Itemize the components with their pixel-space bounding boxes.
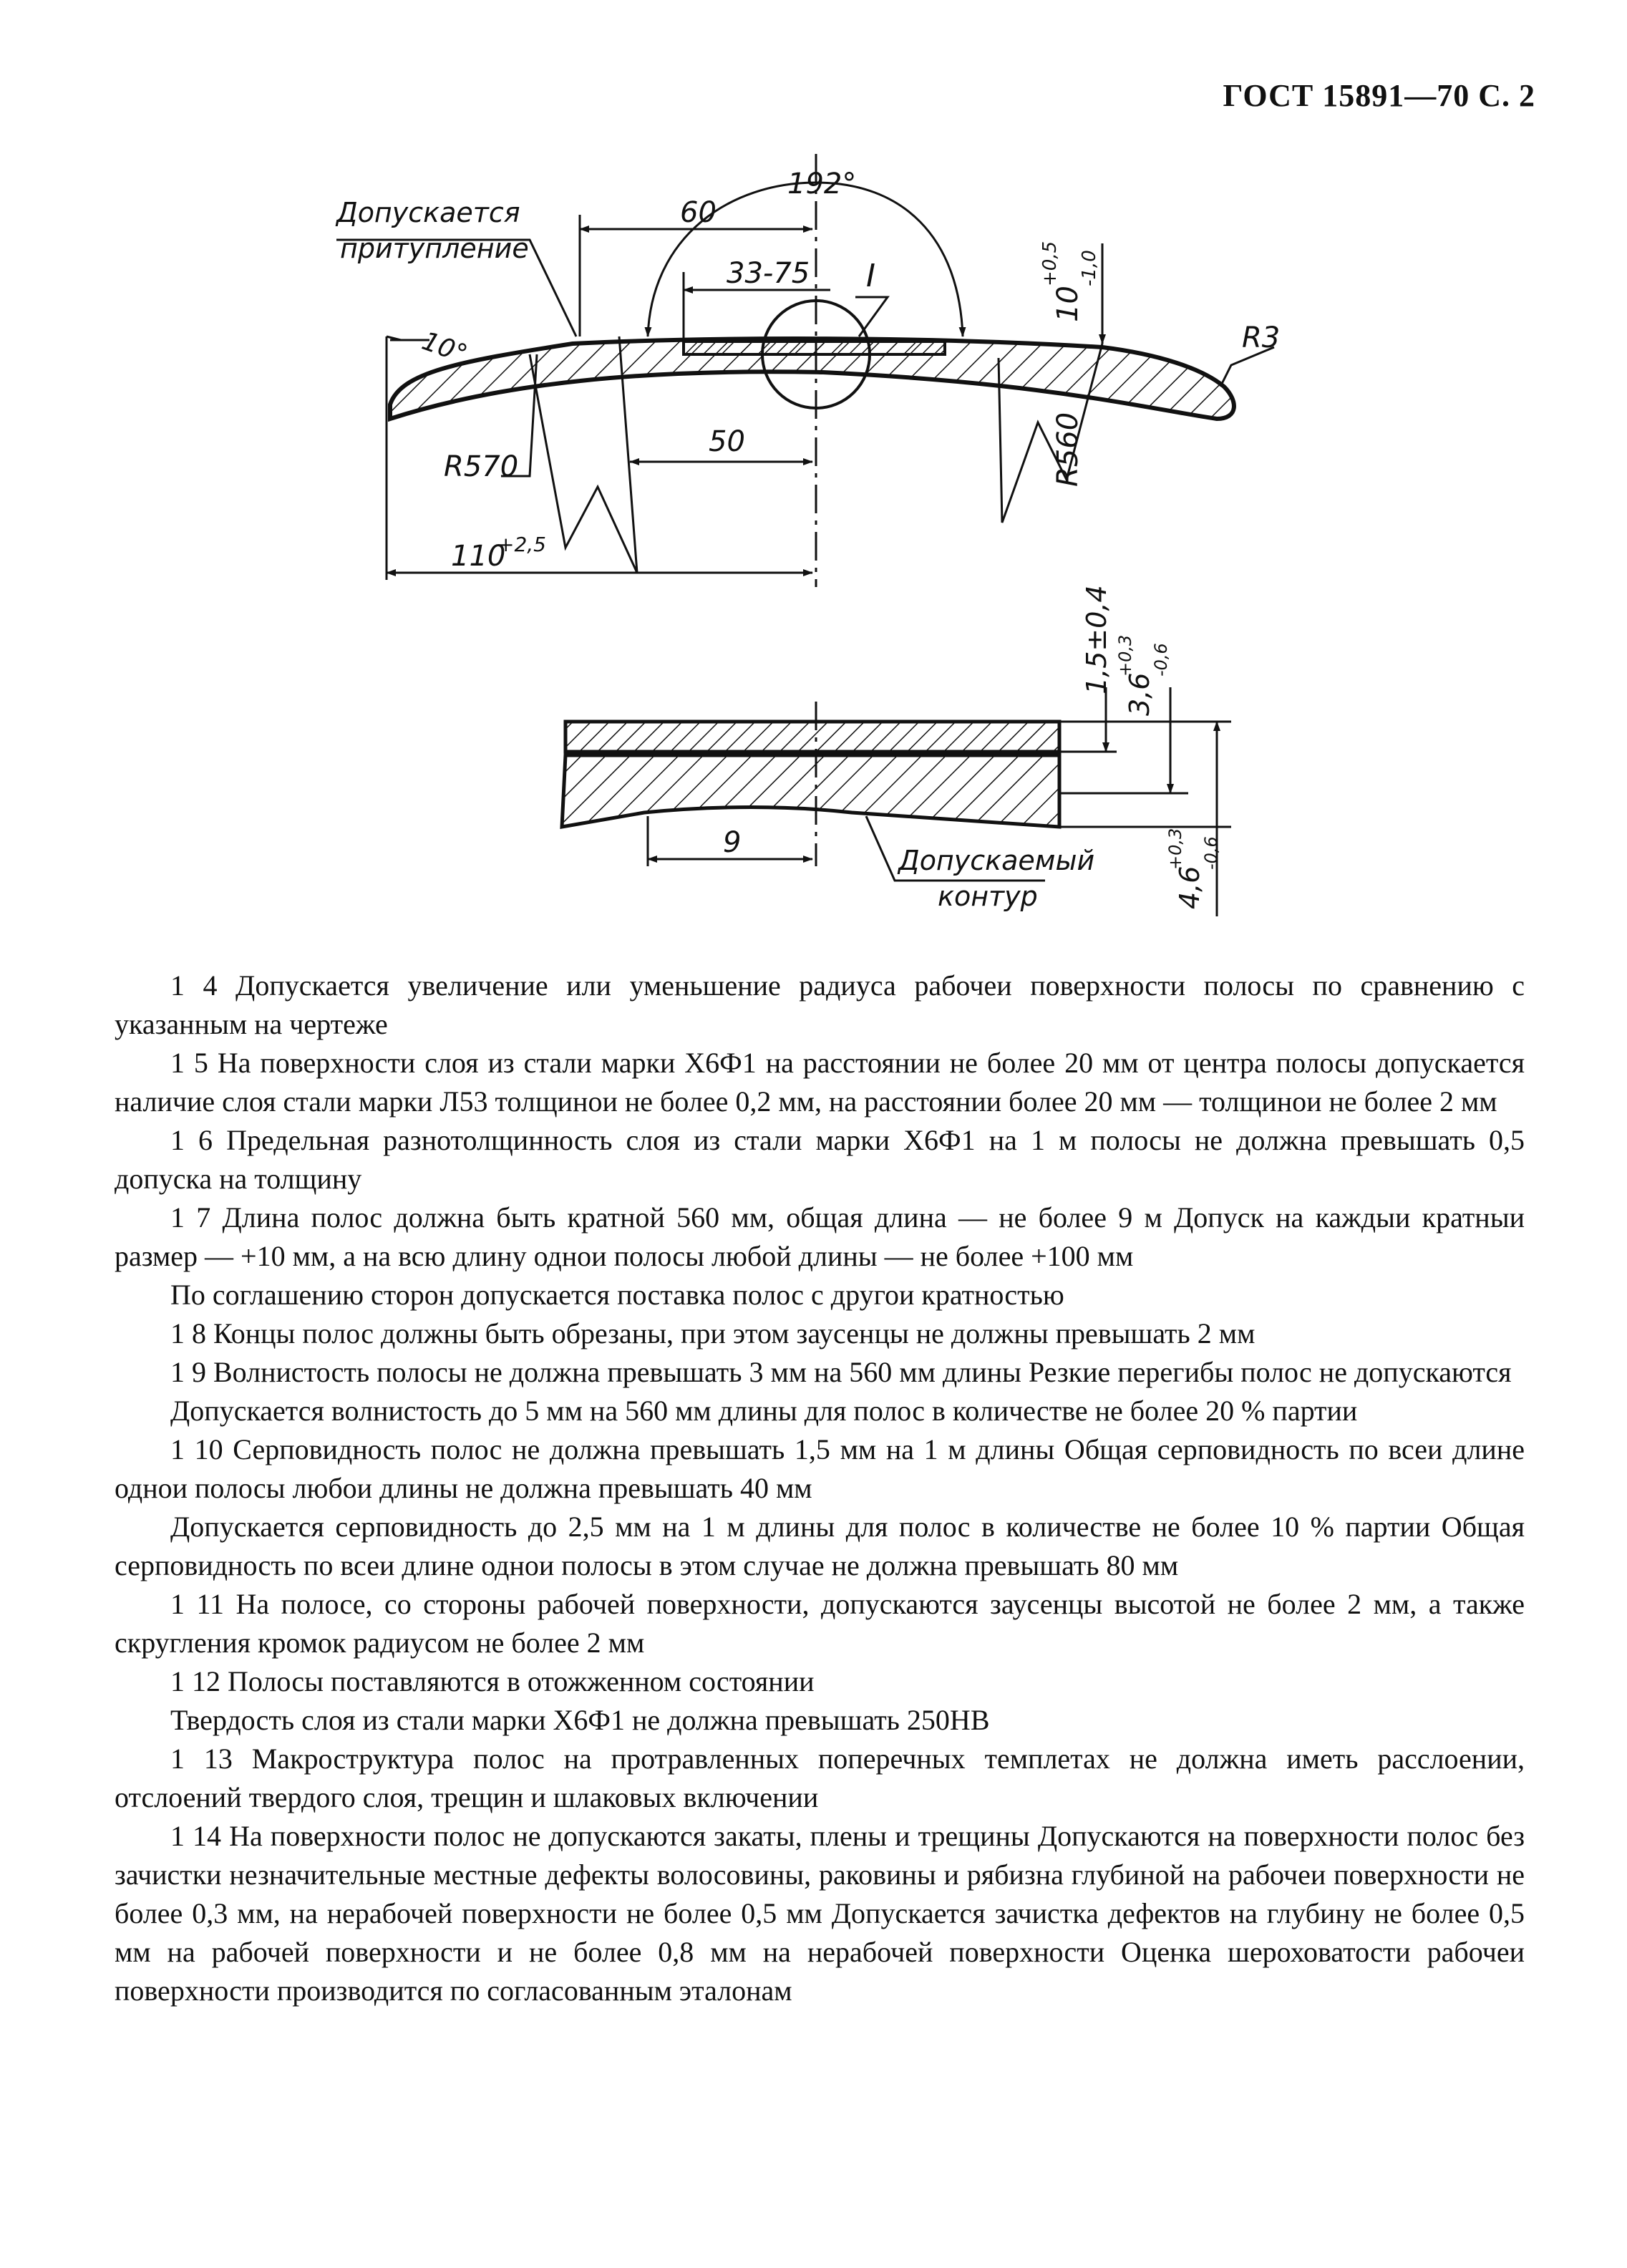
r570: R570 xyxy=(444,450,519,483)
dim-4-6-up: +0,3 xyxy=(1165,828,1185,870)
paragraph-1-10-note: Допускается серповидность до 2,5 мм на 1 м длины для полос в количестве не более 10 % партии Общая серповидность по всеи длине однои полосы в этом случае не должна превышать 80 мм xyxy=(115,1511,1525,1581)
dim-10-tol-dn: -1,0 xyxy=(1079,250,1100,286)
dim-10: 10 xyxy=(1052,286,1084,322)
layered-section xyxy=(562,702,1059,866)
dim-33-75: 33-75 xyxy=(727,257,810,290)
paragraph-1-9: 1 9 Волнистость полосы не должна превышать 3 мм на 560 мм длины Резкие перегибы полос не допускаются xyxy=(170,1356,1512,1388)
dim-9: 9 xyxy=(723,826,742,859)
dim-1-5: 1,5±0,4 xyxy=(1081,585,1112,694)
paragraph-1-8: 1 8 Концы полос должны быть обрезаны, при этом заусенцы не должны превышать 2 мм xyxy=(170,1317,1256,1349)
page-header: ГОСТ 15891—70 С. 2 xyxy=(1223,78,1535,113)
callout-I: I xyxy=(866,258,875,294)
label-blunt-1: Допускается xyxy=(336,197,520,228)
dim-50: 50 xyxy=(709,425,745,458)
paragraph-1-13: 1 13 Макроструктура полос на протравленных поперечных темплетах не должна иметь расслоении, отслоений твердого слоя, трещин и шлаковых включении xyxy=(115,1743,1525,1813)
dim-4-6: 4,6 xyxy=(1174,866,1205,909)
paragraph-1-14: 1 14 На поверхности полос не допускаются закаты, плены и трещины Допускаются на поверхности полос без зачистки незначительные местные дефекты волосовины, раковины и рябизна глубиной на рабочеи поверхности не более 0,3 мм, на нерабочей поверхности не более 0,5 мм Допускается зачистка дефектов на глубину не более 0,5 мм на рабочей поверхности и не более 0,8 мм на нерабочей поверхности Оценка шероховатости рабочеи поверхности производится по согласованным эталонам xyxy=(115,1820,1525,2007)
angle-10: 10° xyxy=(418,326,472,370)
paragraph-1-10: 1 10 Серповидность полос не должна превышать 1,5 мм на 1 м длины Общая серповидность по всеи длине однои полосы любои длины не должна превышать 40 мм xyxy=(115,1433,1525,1504)
paragraph-1-7-note: По соглашению сторон допускается поставка полос с другои кратностью xyxy=(170,1279,1064,1311)
document-body xyxy=(115,966,1525,2010)
paragraph-1-5: 1 5 На поверхности слоя из стали марки Х6Ф1 на расстоянии не более 20 мм от центра полосы допускается наличие слоя стали марки Л53 толщинои не более 0,2 мм, на расстоянии более 20 мм — толщинои не более 2 мм xyxy=(115,1047,1525,1118)
paragraph-1-12: 1 12 Полосы поставляются в отожженном состоянии xyxy=(170,1665,815,1697)
label-contour-1: Допускаемый xyxy=(898,845,1095,876)
dim-4-6-dn: -0,6 xyxy=(1201,836,1221,870)
paragraph-1-11: 1 11 На полосе, со стороны рабочей поверхности, допускаются заусенцы высотой не более 2 мм, а также скругления кромок радиусом не более 2 мм xyxy=(115,1588,1525,1659)
dim-10-tol-up: +0,5 xyxy=(1039,241,1061,286)
dim-110-tol: +2,5 xyxy=(497,533,546,556)
technical-drawing xyxy=(0,0,1627,945)
dim-60: 60 xyxy=(680,196,717,229)
dim-192: 192° xyxy=(787,168,857,200)
dim-3-6-up: +0,3 xyxy=(1115,634,1135,677)
dim-3-6: 3,6 xyxy=(1124,672,1155,716)
paragraph-1-12-note: Твердость слоя из стали марки Х6Ф1 не должна превышать 250HB xyxy=(170,1704,990,1736)
dim-3-6-dn: -0,6 xyxy=(1151,643,1171,677)
paragraph-1-7: 1 7 Длина полос должна быть кратной 560 мм, общая длина — не более 9 м Допуск на каждыи кратныи размер — +10 мм, а на всю длину однои полосы любой длины — не более +100 мм xyxy=(115,1201,1525,1272)
r560: R560 xyxy=(1052,412,1084,487)
paragraph-1-6: 1 6 Предельная разнотолщинность слоя из стали марки Х6Ф1 на 1 м полосы не должна превышать 0,5 допуска на толщину xyxy=(115,1124,1525,1195)
label-blunt-2: притупление xyxy=(340,233,529,264)
label-contour-2: контур xyxy=(938,881,1038,912)
paragraph-1-9-note: Допускается волнистость до 5 мм на 560 мм длины для полос в количестве не более 20 % партии xyxy=(170,1395,1358,1427)
r3: R3 xyxy=(1242,321,1281,354)
paragraph-1-4: 1 4 Допускается увеличение или уменьшение радиуса рабочеи поверхности полосы по сравнению с указанным на чертеже xyxy=(115,969,1525,1040)
dim-110: 110 xyxy=(451,540,506,573)
